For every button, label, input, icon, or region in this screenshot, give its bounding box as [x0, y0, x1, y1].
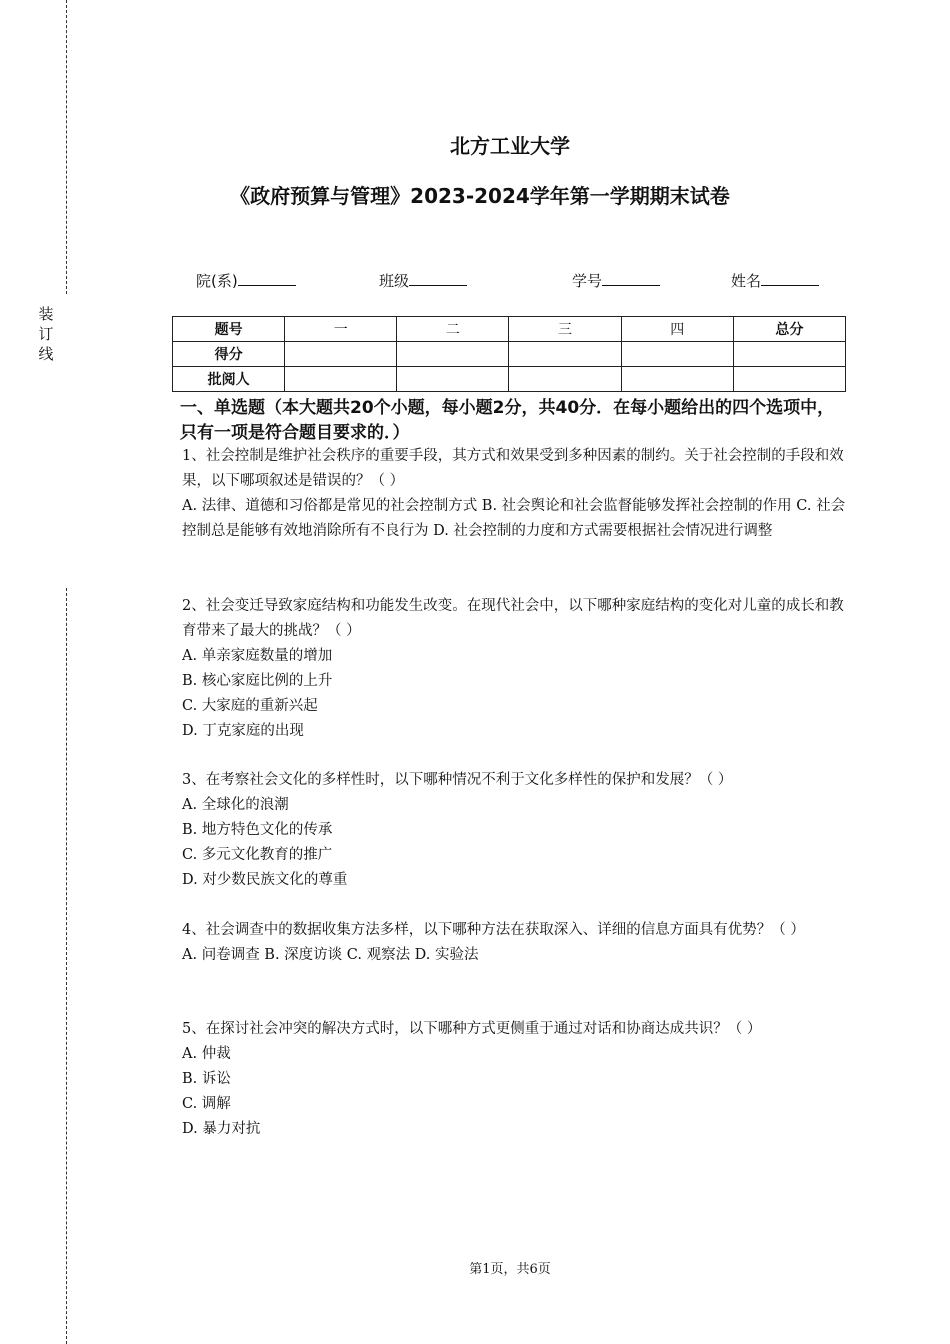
- question-5: [182, 1017, 850, 1142]
- question-option: D. 丁克家庭的出现: [182, 723, 304, 739]
- question-option: A. 全球化的浪潮: [182, 797, 289, 813]
- table-header-cell: 一: [285, 317, 397, 342]
- question-4: [182, 918, 850, 968]
- question-1: [182, 444, 850, 544]
- table-row-label: 批阅人: [173, 367, 285, 392]
- table-cell[interactable]: [397, 342, 509, 367]
- binding-label: [36, 304, 56, 364]
- table-header-cell: 总分: [733, 317, 845, 342]
- question-option: B. 核心家庭比例的上升: [182, 673, 333, 689]
- table-cell[interactable]: [397, 367, 509, 392]
- question-options: A. 问卷调查 B. 深度访谈 C. 观察法 D. 实验法: [182, 947, 479, 963]
- question-stem: 5、在探讨社会冲突的解决方式时，以下哪种方式更侧重于通过对话和协商达成共识？（ ）: [182, 1021, 762, 1037]
- question-stem: 2、社会变迁导致家庭结构和功能发生改变。在现代社会中，以下哪种家庭结构的变化对儿童的成长和教育带来了最大的挑战？（ ）: [182, 598, 844, 639]
- score-table-header-row: [173, 317, 846, 342]
- question-option: C. 调解: [182, 1096, 231, 1112]
- info-label: 学号: [572, 272, 603, 290]
- question-option: A. 单亲家庭数量的增加: [182, 648, 333, 664]
- school-name: 北方工业大学: [450, 134, 570, 158]
- question-option: D. 对少数民族文化的尊重: [182, 872, 348, 888]
- info-blank[interactable]: [409, 270, 467, 286]
- question-option: D. 暴力对抗: [182, 1121, 261, 1137]
- info-blank[interactable]: [761, 270, 819, 286]
- table-row-label: 得分: [173, 342, 285, 367]
- binding-label-char: 线: [38, 345, 54, 363]
- question-options: A. 法律、道德和习俗都是常见的社会控制方式 B. 社会舆论和社会监督能够发挥社会控制的作用 C. 社会控制总是能够有效地消除所有不良行为 D. 社会控制的力度和方式需要根据社会情况进行调整: [182, 498, 846, 539]
- table-cell[interactable]: [285, 367, 397, 392]
- info-label: 院(系): [196, 272, 238, 290]
- info-blank[interactable]: [602, 270, 660, 286]
- score-table: [172, 316, 846, 392]
- table-cell[interactable]: [621, 342, 733, 367]
- section-heading: 一、单选题（本大题共20个小题，每小题2分，共40分．在每小题给出的四个选项中，只有一项是符合题目要求的．）: [180, 398, 835, 443]
- info-department: [196, 270, 296, 291]
- table-header-cell: 三: [509, 317, 621, 342]
- question-option: B. 地方特色文化的传承: [182, 822, 333, 838]
- table-cell[interactable]: [285, 342, 397, 367]
- table-header-cell: 四: [621, 317, 733, 342]
- info-label: 班级: [379, 272, 410, 290]
- page-number: 第1页，共6页: [469, 1262, 551, 1277]
- table-cell[interactable]: [733, 367, 845, 392]
- question-stem: 4、社会调查中的数据收集方法多样，以下哪种方法在获取深入、详细的信息方面具有优势？（ ）: [182, 922, 805, 938]
- question-3: [182, 768, 850, 893]
- score-table-row: [173, 367, 846, 392]
- table-header-cell: 题号: [173, 317, 285, 342]
- question-option: A. 仲裁: [182, 1046, 231, 1062]
- table-cell[interactable]: [621, 367, 733, 392]
- table-cell[interactable]: [509, 367, 621, 392]
- table-cell[interactable]: [509, 342, 621, 367]
- table-header-cell: 二: [397, 317, 509, 342]
- question-stem: 3、在考察社会文化的多样性时，以下哪种情况不利于文化多样性的保护和发展？（ ）: [182, 772, 733, 788]
- exam-title: 《政府预算与管理》2023-2024学年第一学期期末试卷: [230, 184, 730, 208]
- info-blank[interactable]: [238, 270, 296, 286]
- info-student-id: [572, 270, 660, 291]
- info-class: [379, 270, 467, 291]
- question-stem: 1、社会控制是维护社会秩序的重要手段，其方式和效果受到多种因素的制约。关于社会控制的手段和效果，以下哪项叙述是错误的？（ ）: [182, 448, 844, 489]
- info-name: [731, 270, 819, 291]
- table-cell[interactable]: [733, 342, 845, 367]
- binding-label-char: 装: [38, 305, 54, 323]
- question-option: C. 大家庭的重新兴起: [182, 698, 318, 714]
- question-option: B. 诉讼: [182, 1071, 231, 1087]
- info-label: 姓名: [731, 272, 762, 290]
- score-table-row: [173, 342, 846, 367]
- binding-line-bottom: [66, 588, 67, 1344]
- question-2: [182, 594, 850, 744]
- binding-label-char: 订: [38, 325, 54, 343]
- question-option: C. 多元文化教育的推广: [182, 847, 333, 863]
